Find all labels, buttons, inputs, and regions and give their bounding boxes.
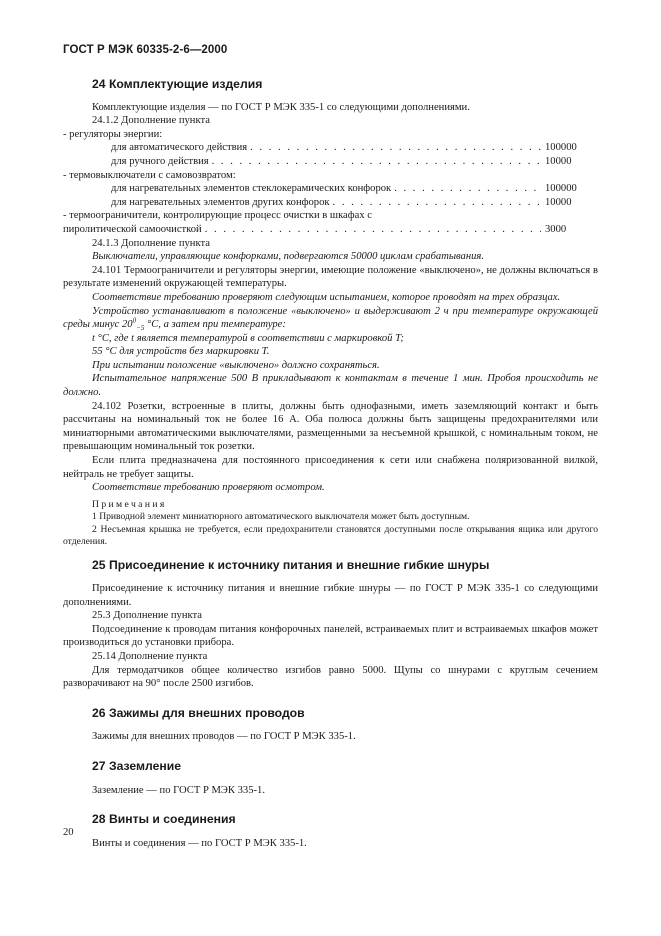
- leader-row: [63, 141, 598, 155]
- section-27-title: 27 Заземление: [92, 758, 182, 773]
- paragraph: 24.101 Термоограничители и регуляторы энергии, имеющие положение «выключено», не должны включаться в результате изменений окружающей температуры.: [63, 264, 598, 290]
- clause-heading: 25.14 Дополнение пункта: [92, 651, 208, 662]
- paragraph: t °С, где t является температурой в соответствии с маркировкой T;: [92, 332, 404, 344]
- paragraph: Соответствие требованию проверяют следующим испытанием, которое проводят на трех образцах.: [92, 291, 561, 303]
- text-run: °С, а затем при температуре:: [144, 319, 286, 331]
- paragraph: Винты и соединения — по ГОСТ Р МЭК 335-1.: [92, 837, 307, 849]
- page-number: 20: [63, 827, 74, 838]
- leader-dots: [394, 182, 541, 196]
- paragraph: При испытании положение «выключено» должно сохраняться.: [92, 359, 380, 371]
- leader-label: для нагревательных элементов других конфорок: [111, 196, 330, 208]
- paragraph: 24.102 Розетки, встроенные в плиты, должны быть однофазными, иметь заземляющий контакт и быть рассчитаны на номинальный ток не более 16 А. Оба полюса должны быть защищены предохранителями или миниатюрными автоматическими выключателями, размещенными за несъемной крышкой, с номинальным током, не превышающим номинальный ток розетки.: [63, 400, 598, 453]
- list-item: - регуляторы энергии:: [63, 128, 163, 140]
- leader-value: 100000: [545, 183, 577, 195]
- leader-row: [63, 223, 598, 237]
- paragraph: Присоединение к источнику питания и внешние гибкие шнуры — по ГОСТ Р МЭК 335-1 со следующими дополнениями.: [63, 583, 598, 608]
- clause-heading: 24.1.2 Дополнение пункта: [92, 115, 210, 127]
- note: 2 Несъемная крышка не требуется, если предохранители становятся доступными после открывания ящика или другого отделения.: [63, 523, 598, 548]
- leader-dots: [250, 141, 541, 155]
- paragraph: Для термодатчиков общее количество изгибов равно 5000. Щупы со шнурами с круглым сечением разворачивают на 90° после 2500 изгибов.: [63, 664, 598, 690]
- subscript: −5: [136, 324, 145, 333]
- leader-row: [63, 155, 598, 169]
- leader-dots: [212, 155, 541, 169]
- notes-header: Примечания: [92, 498, 167, 510]
- section-25-title: 25 Присоединение к источнику питания и внешние гибкие шнуры: [92, 558, 490, 573]
- leader-label: для автоматического действия: [111, 142, 248, 154]
- text-run: Устройство устанавливают в положение «выключено» и выдерживают 2 ч при температуре окружающей среды минус 20: [63, 305, 598, 331]
- leader-row: [63, 182, 598, 196]
- document-header: ГОСТ Р МЭК 60335-2-6—2000: [63, 44, 228, 56]
- paragraph: Испытательное напряжение 500 В прикладывают к контактам в течение 1 мин. Пробоя происходить не должно.: [63, 373, 598, 399]
- paragraph: 55 °С для устройств без маркировки T.: [92, 346, 270, 358]
- paragraph: Соответствие требованию проверяют осмотром.: [92, 482, 325, 494]
- superscript: 0: [132, 316, 137, 325]
- paragraph: Выключатели, управляющие конфорками, подвергаются 50000 циклам срабатывания.: [92, 251, 484, 263]
- list-item: - термовыключатели с самовозвратом:: [63, 169, 236, 181]
- section-26-title: 26 Зажимы для внешних проводов: [92, 705, 305, 720]
- paragraph: [63, 305, 598, 332]
- leader-value: 3000: [545, 223, 567, 235]
- leader-label: для нагревательных элементов стеклокерамических конфорок: [111, 183, 392, 195]
- leader-label: для ручного действия: [111, 155, 209, 167]
- leader-value: 10000: [545, 196, 572, 208]
- paragraph: Заземление — по ГОСТ Р МЭК 335-1.: [92, 784, 265, 796]
- clause-heading: 24.1.3 Дополнение пункта: [92, 237, 210, 249]
- leader-dots: [333, 196, 541, 210]
- leader-row: [63, 196, 598, 210]
- paragraph: Если плита предназначена для постоянного присоединения к сети или снабжена поляризованной вилкой, нейтраль не требует защиты.: [63, 455, 598, 480]
- list-item: - термоограничители, контролирующие процесс очистки в шкафах с: [63, 210, 372, 222]
- paragraph: Зажимы для внешних проводов — по ГОСТ Р МЭК 335-1.: [92, 731, 356, 743]
- leader-label: пиролитической самоочисткой: [63, 223, 202, 235]
- section-28-title: 28 Винты и соединения: [92, 812, 236, 827]
- section-24-title: 24 Комплектующие изделия: [92, 77, 263, 91]
- document-body: [63, 78, 598, 850]
- clause-heading: 25.3 Дополнение пункта: [92, 610, 202, 622]
- note: 1 Приводной элемент миниатюрного автоматического выключателя может быть доступным.: [92, 511, 470, 523]
- paragraph: Подсоединение к проводам питания конфорочных панелей, встраиваемых плит и встраиваемых шкафов может производиться до установки прибора.: [63, 623, 598, 649]
- leader-dots: [205, 223, 541, 237]
- leader-value: 10000: [545, 155, 572, 167]
- leader-value: 100000: [545, 142, 577, 154]
- paragraph: Комплектующие изделия — по ГОСТ Р МЭК 335-1 со следующими дополнениями.: [92, 101, 470, 113]
